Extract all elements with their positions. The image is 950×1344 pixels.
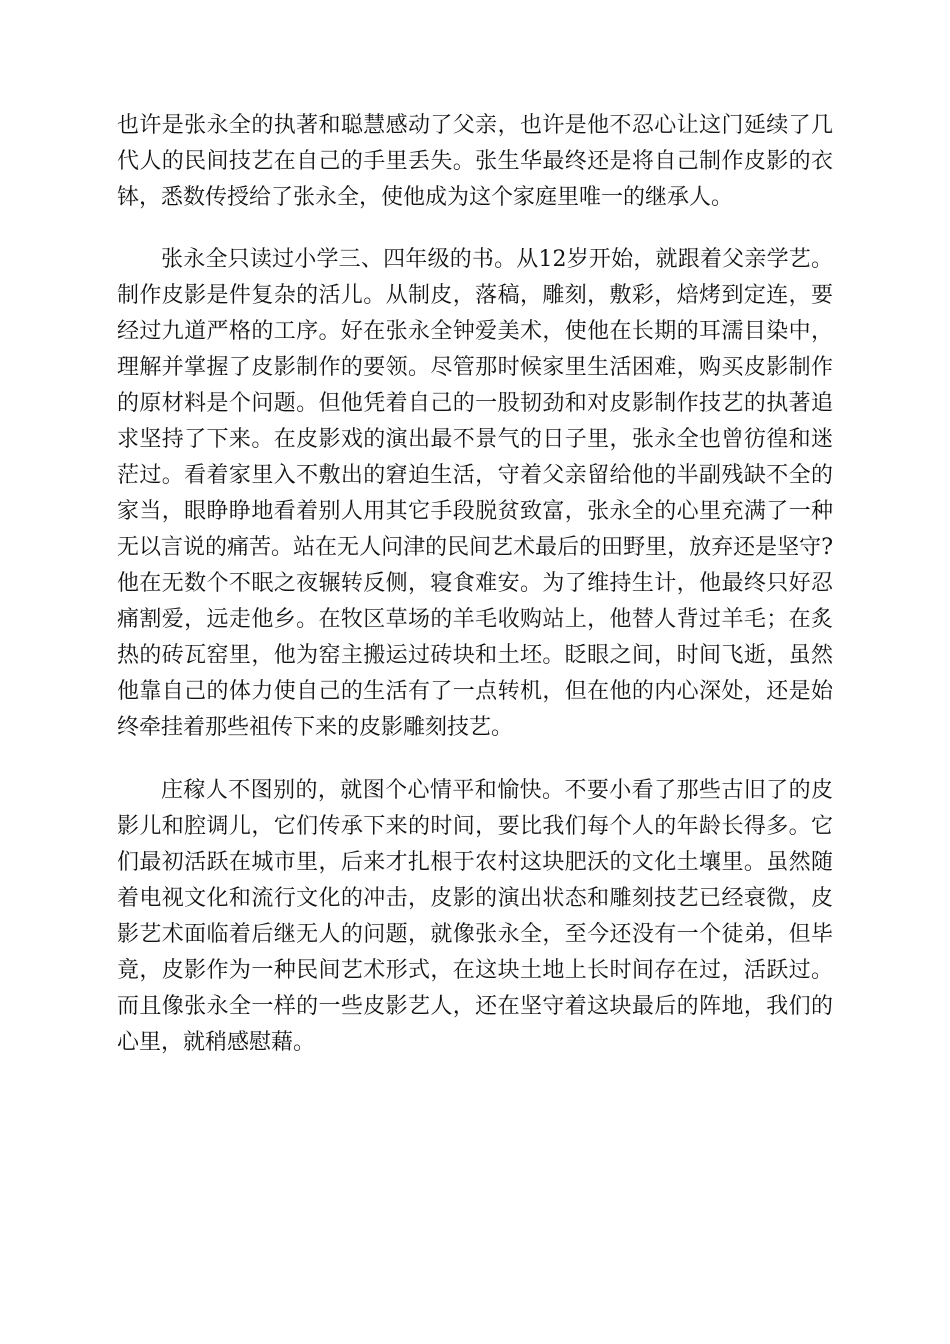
paragraph-2: 张永全只读过小学三、四年级的书。从12岁开始，就跟着父亲学艺。制作皮影是件复杂的活儿。从制皮，落稿，雕刻，敷彩，焙烤到定连，要经过九道严格的工序。好在张永全钟爱美术，使他在长期的耳濡目染中，理解并掌握了皮影制作的要领。尽管那时候家里生活困难，购买皮影制作的原材料是个问题。但他凭着自己的一股韧劲和对皮影制作技艺的执著追求坚持了下来。在皮影戏的演出最不景气的日子里，张永全也曾彷徨和迷茫过。看着家里入不敷出的窘迫生活，守着父亲留给他的半副残缺不全的家当，眼睁睁地看着别人用其它手段脱贫致富，张永全的心里充满了一种无以言说的痛苦。站在无人问津的民间艺术最后的田野里，放弃还是坚守?他在无数个不眠之夜辗转反侧，寝食难安。为了维持生计，他最终只好忍痛割爱，远走他乡。在牧区草场的羊毛收购站上，他替人背过羊毛；在炙热的砖瓦窑里，他为窑主搬运过砖块和土坯。眨眼之间，时间飞逝，虽然他靠自己的体力使自己的生活有了一点转机，但在他的内心深处，还是始终牵挂着那些祖传下来的皮影雕刻技艺。 xyxy=(117,247,833,740)
paragraph-1: 也许是张永全的执著和聪慧感动了父亲，也许是他不忍心让这门延续了几代人的民间技艺在自己的手里丢失。张生华最终还是将自己制作皮影的衣钵，悉数传授给了张永全，使他成为这个家庭里唯一的继承人。 xyxy=(117,113,833,210)
document-body xyxy=(117,108,833,1061)
paragraph-3: 庄稼人不图别的，就图个心情平和愉快。不要小看了那些古旧了的皮影儿和腔调儿，它们传承下来的时间，要比我们每个人的年龄长得多。它们最初活跃在城市里，后来才扎根于农村这块肥沃的文化土壤里。虽然随着电视文化和流行文化的冲击，皮影的演出状态和雕刻技艺已经衰微，皮影艺术面临着后继无人的问题，就像张永全，至今还没有一个徒弟，但毕竟，皮影作为一种民间艺术形式，在这块土地上长时间存在过，活跃过。而且像张永全一样的一些皮影艺人，还在坚守着这块最后的阵地，我们的心里，就稍感慰藉。 xyxy=(117,778,833,1055)
